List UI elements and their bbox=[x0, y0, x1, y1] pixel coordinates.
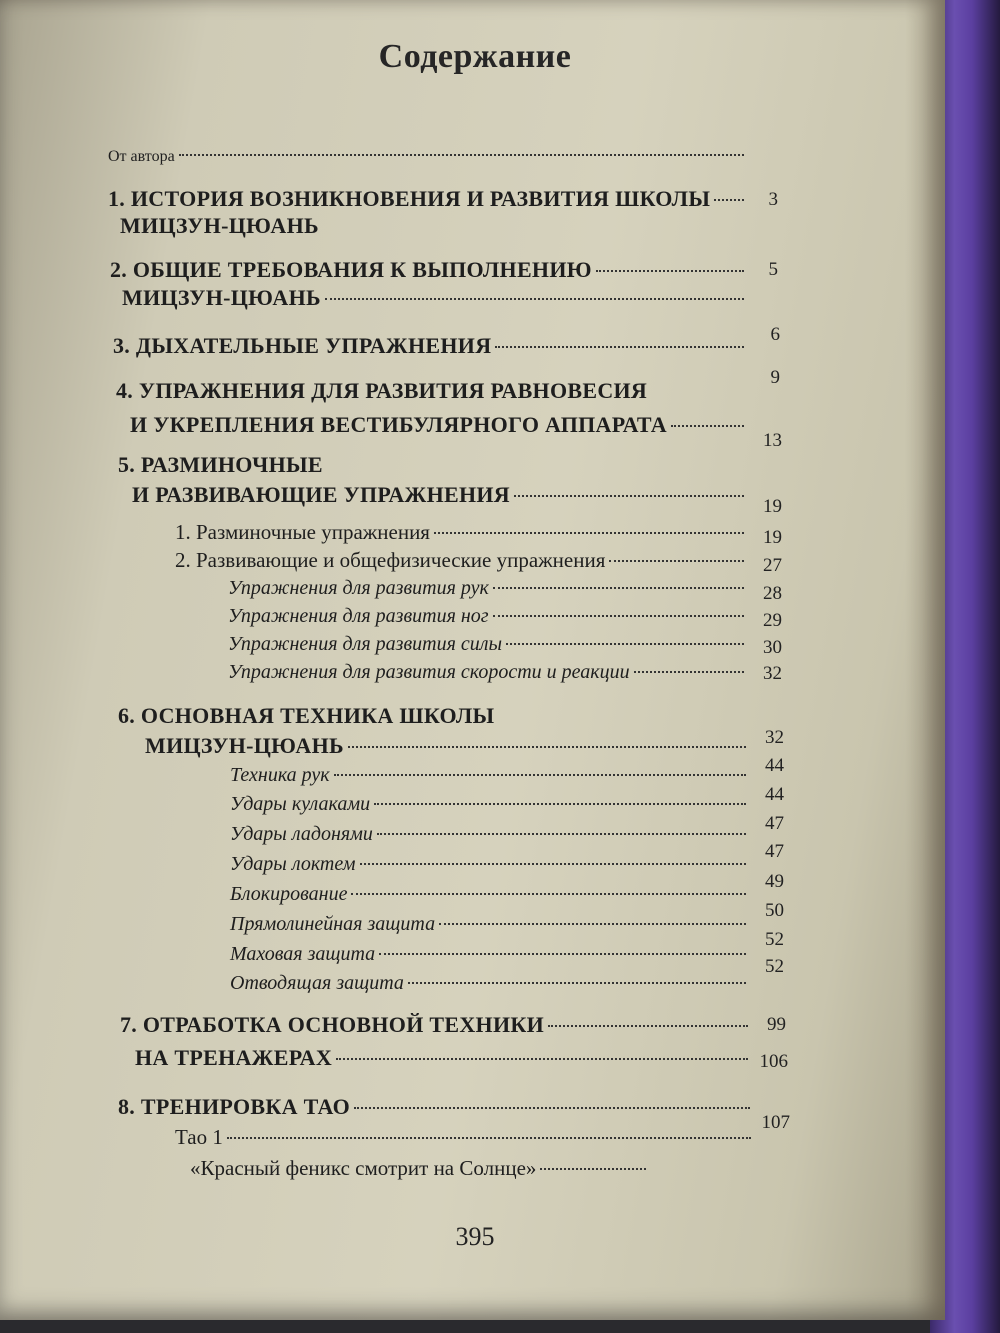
page-number: 19 bbox=[763, 496, 782, 517]
toc-chapter-4-line-2 bbox=[130, 412, 748, 438]
page-number: 106 bbox=[759, 1051, 788, 1072]
toc-entry-label: Упражнения для развития рук bbox=[228, 577, 489, 599]
leader-dots bbox=[348, 746, 746, 748]
toc-chapter-2-line-1 bbox=[110, 257, 748, 283]
leader-dots bbox=[179, 154, 744, 156]
toc-item-6-blocking bbox=[230, 883, 750, 906]
toc-entry-label: 4. УПРАЖНЕНИЯ ДЛЯ РАЗВИТИЯ РАВНОВЕСИЯ bbox=[116, 378, 648, 403]
toc-entry-label: Техника рук bbox=[230, 764, 330, 786]
toc-entry-label: Тао 1 bbox=[175, 1125, 223, 1149]
toc-item-6-straight-defense bbox=[230, 913, 750, 936]
page-number: 44 bbox=[765, 755, 784, 776]
leader-dots bbox=[408, 982, 746, 984]
toc-chapter-5-line-1: 5. РАЗМИНОЧНЫЕ bbox=[118, 452, 323, 477]
page-number: 52 bbox=[765, 956, 784, 977]
toc-entry-label: Упражнения для развития скорости и реакции bbox=[228, 661, 630, 683]
toc-item-5-arms bbox=[228, 577, 748, 600]
toc-entry-label: Маховая защита bbox=[230, 943, 376, 965]
toc-entry-label: 2. Развивающие и общефизические упражнения bbox=[175, 548, 606, 572]
page-number: 3 bbox=[768, 189, 778, 210]
toc-item-5-speed bbox=[228, 661, 748, 684]
toc-item-6-hand-technique bbox=[230, 764, 750, 787]
page-number: 30 bbox=[763, 637, 782, 658]
page-number: 28 bbox=[763, 583, 782, 604]
toc-entry-label: Удары локтем bbox=[230, 853, 356, 875]
toc-item-5-legs bbox=[228, 605, 748, 628]
leader-dots bbox=[671, 425, 744, 427]
toc-entry-label: НА ТРЕНАЖЕРАХ bbox=[135, 1045, 333, 1070]
toc-entry-label: И РАЗВИВАЮЩИЕ УПРАЖНЕНИЯ bbox=[132, 482, 510, 507]
leader-dots bbox=[439, 923, 746, 925]
page-number: 99 bbox=[767, 1014, 786, 1035]
toc-entry-from-author bbox=[108, 148, 748, 166]
toc-item-5-strength bbox=[228, 633, 748, 656]
toc-entry-label: 1. ИСТОРИЯ ВОЗНИКНОВЕНИЯ И РАЗВИТИЯ ШКОЛЫ bbox=[108, 186, 711, 211]
toc-entry-label: От автора bbox=[108, 148, 175, 165]
toc-entry-label: Отводящая защита bbox=[230, 972, 404, 994]
page-number: 6 bbox=[770, 324, 780, 345]
leader-dots bbox=[495, 346, 744, 348]
toc-entry-label: 7. ОТРАБОТКА ОСНОВНОЙ ТЕХНИКИ bbox=[120, 1012, 545, 1037]
leader-dots bbox=[540, 1168, 646, 1170]
toc-entry-label: 8. ТРЕНИРОВКА ТАО bbox=[118, 1094, 351, 1119]
page-number: 107 bbox=[761, 1112, 790, 1133]
toc-chapter-6-line-1: 6. ОСНОВНАЯ ТЕХНИКА ШКОЛЫ bbox=[118, 703, 495, 728]
page-number: 50 bbox=[765, 900, 784, 921]
toc-entry-label: И УКРЕПЛЕНИЯ ВЕСТИБУЛЯРНОГО АППАРАТА bbox=[130, 412, 667, 437]
leader-dots bbox=[336, 1058, 748, 1060]
leader-dots bbox=[377, 833, 746, 835]
toc-tao-1-name bbox=[190, 1156, 650, 1181]
leader-dots bbox=[351, 893, 746, 895]
page-title: Содержание bbox=[378, 38, 572, 75]
toc-entry-label: МИЦЗУН-ЦЮАНЬ bbox=[145, 733, 344, 758]
toc-chapter-1-line-2: МИЦЗУН-ЦЮАНЬ bbox=[120, 213, 319, 238]
page-number: 52 bbox=[765, 929, 784, 950]
toc-entry-label: Удары кулаками bbox=[230, 793, 371, 815]
page-number: 9 bbox=[770, 367, 780, 388]
toc-item-6-elbow-strikes bbox=[230, 853, 750, 876]
toc-section-5-2 bbox=[175, 548, 748, 573]
toc-chapter-7-line-2 bbox=[135, 1045, 752, 1071]
page-edge-shadow bbox=[905, 0, 945, 1320]
page-number: 47 bbox=[765, 813, 784, 834]
toc-entry-label: Упражнения для развития ног bbox=[228, 605, 489, 627]
toc-chapter-6-line-2 bbox=[145, 733, 750, 759]
page-number: 13 bbox=[763, 430, 782, 451]
page-number: 44 bbox=[765, 784, 784, 805]
toc-item-6-fist-strikes bbox=[230, 793, 750, 816]
toc-chapter-1-line-1 bbox=[108, 186, 748, 212]
leader-dots bbox=[514, 495, 744, 497]
page-number: 49 bbox=[765, 871, 784, 892]
leader-dots bbox=[374, 803, 746, 805]
toc-entry-label: 2. ОБЩИЕ ТРЕБОВАНИЯ К ВЫПОЛНЕНИЮ bbox=[110, 257, 592, 282]
toc-entry-label: 1. Разминочные упражнения bbox=[175, 520, 430, 544]
toc-chapter-7-line-1 bbox=[120, 1012, 752, 1038]
leader-dots bbox=[506, 643, 744, 645]
toc-entry-label: 3. ДЫХАТЕЛЬНЫЕ УПРАЖНЕНИЯ bbox=[113, 333, 492, 358]
toc-item-6-deflecting-defense bbox=[230, 972, 750, 995]
toc-tao-1 bbox=[175, 1125, 755, 1150]
toc-chapter-3 bbox=[113, 333, 748, 359]
toc-chapter-2-line-2 bbox=[122, 285, 748, 311]
toc-entry-label: Блокирование bbox=[230, 883, 348, 905]
toc-entry-label: Удары ладонями bbox=[230, 823, 373, 845]
toc-entry-label: Упражнения для развития силы bbox=[228, 633, 503, 655]
leader-dots bbox=[354, 1107, 750, 1109]
page-number: 27 bbox=[763, 555, 782, 576]
toc-section-5-1 bbox=[175, 520, 748, 545]
leader-dots bbox=[493, 615, 744, 617]
toc-chapter-4-line-1 bbox=[116, 378, 748, 404]
page-number: 32 bbox=[763, 663, 782, 684]
page-number: 5 bbox=[768, 259, 778, 280]
leader-dots bbox=[360, 863, 747, 865]
toc-chapter-5-line-2 bbox=[132, 482, 748, 508]
folio-page-number: 395 bbox=[455, 1222, 495, 1251]
leader-dots bbox=[548, 1025, 748, 1027]
leader-dots bbox=[227, 1137, 751, 1139]
leader-dots bbox=[334, 774, 746, 776]
leader-dots bbox=[325, 298, 744, 300]
toc-entry-label: «Красный феникс смотрит на Солнце» bbox=[190, 1156, 537, 1180]
leader-dots bbox=[493, 587, 744, 589]
page-number: 32 bbox=[765, 727, 784, 748]
page-number: 19 bbox=[763, 527, 782, 548]
page-number: 29 bbox=[763, 610, 782, 631]
toc-entry-label: Прямолинейная защита bbox=[230, 913, 436, 935]
page-number: 47 bbox=[765, 841, 784, 862]
toc-entry-label: МИЦЗУН-ЦЮАНЬ bbox=[122, 285, 321, 310]
toc-item-6-palm-strikes bbox=[230, 823, 750, 846]
toc-chapter-8 bbox=[118, 1094, 754, 1120]
leader-dots bbox=[434, 532, 744, 534]
toc-item-6-swing-defense bbox=[230, 943, 750, 966]
leader-dots bbox=[379, 953, 746, 955]
